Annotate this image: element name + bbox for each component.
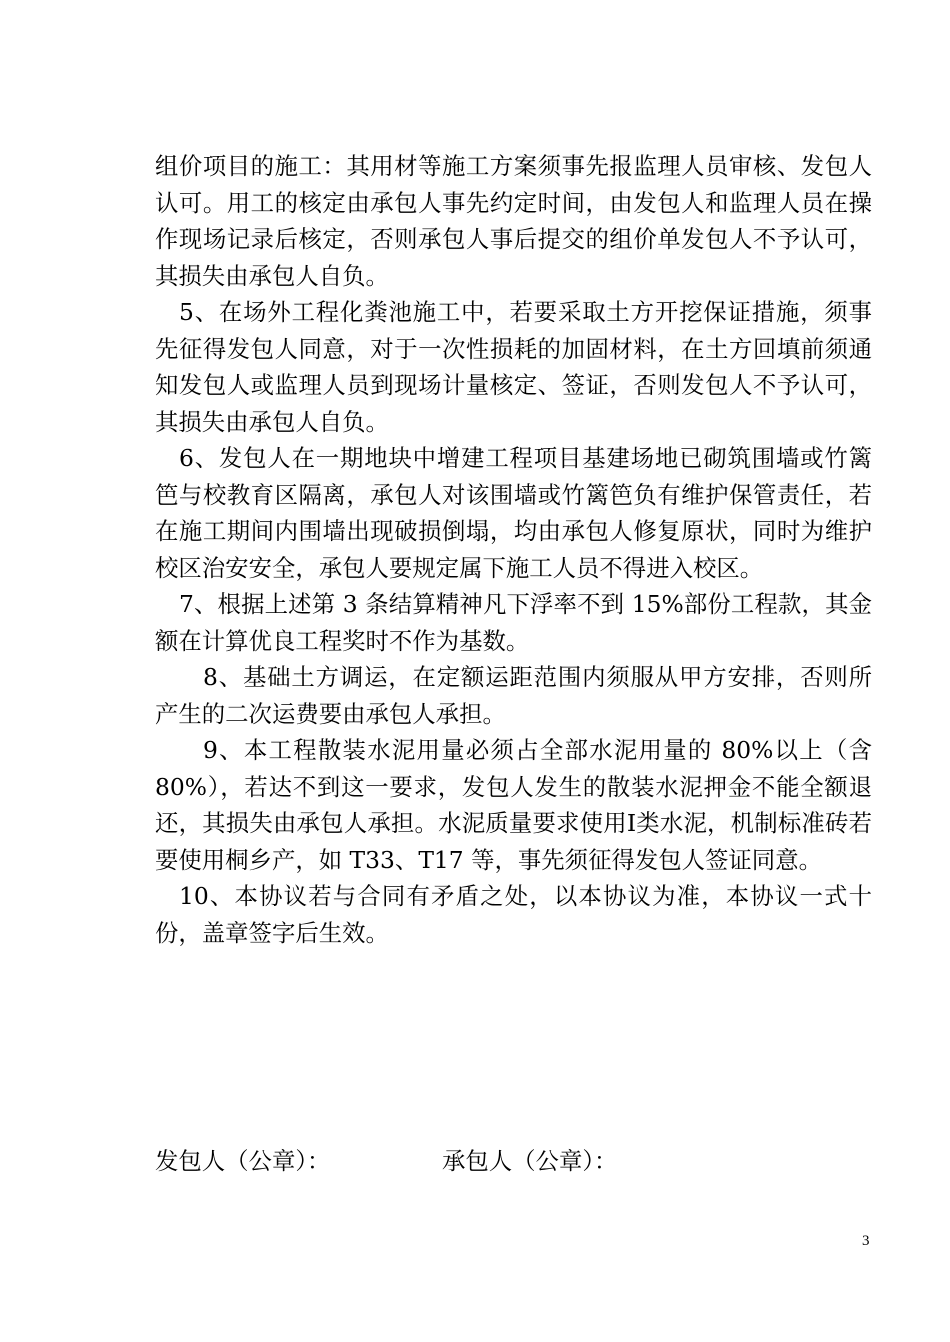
paragraph-clause-9: 9、本工程散装水泥用量必须占全部水泥用量的 80%以上（含80%），若达不到这一要求，发包人发生的散装水泥押金不能全额退还，其损失由承包人承担。水泥质量要求使用Ⅰ类水泥，机制标准砖若要使用桐乡产，如 T33、T17 等，事先须征得发包人签证同意。 <box>155 736 872 874</box>
paragraph-clause-6: 6、发包人在一期地块中增建工程项目基建场地已砌筑围墙或竹篱笆与校教育区隔离，承包人对该围墙或竹篱笆负有维护保管责任，若在施工期间内围墙出现破损倒塌，均由承包人修复原状，同时为维护校区治安安全，承包人要规定属下施工人员不得进入校区。 <box>155 444 872 582</box>
paragraph-clause-10: 10、本协议若与合同有矛盾之处，以本协议为准，本协议一式十份，盖章签字后生效。 <box>155 882 872 947</box>
signature-block <box>155 1143 618 1179</box>
paragraph-pricing-items: 组价项目的施工：其用材等施工方案须事先报监理人员审核、发包人认可。用工的核定由承包人事先约定时间，由发包人和监理人员在操作现场记录后核定，否则承包人事后提交的组价单发包人不予认可，其损失由承包人自负。 <box>155 152 872 290</box>
paragraph-clause-7: 7、根据上述第 3 条结算精神凡下浮率不到 15%部份工程款，其金额在计算优良工程奖时不作为基数。 <box>155 590 872 655</box>
paragraph-clause-5: 5、在场外工程化粪池施工中，若要采取土方开挖保证措施，须事先征得发包人同意，对于一次性损耗的加固材料，在土方回填前须通知发包人或监理人员到现场计量核定、签证，否则发包人不予认可，其损失由承包人自负。 <box>155 298 872 436</box>
paragraph-clause-8: 8、基础土方调运，在定额运距范围内须服从甲方安排，否则所产生的二次运费要由承包人承担。 <box>155 663 872 728</box>
contractor-seal-label: 承包人（公章）： <box>442 1147 618 1175</box>
agreement-body <box>155 148 872 951</box>
employer-seal-label: 发包人（公章）： <box>155 1147 331 1175</box>
page-number: 3 <box>862 1233 870 1249</box>
